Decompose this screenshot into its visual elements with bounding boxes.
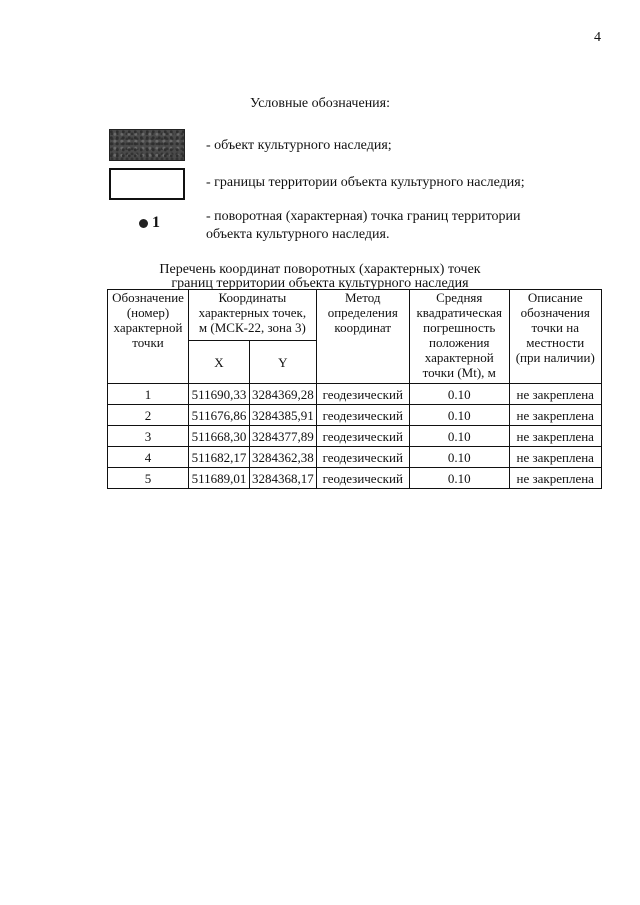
cell-y: 3284368,17	[250, 468, 317, 489]
heritage-object-swatch	[109, 129, 185, 161]
cell-x: 511668,30	[189, 426, 250, 447]
cell-description: не закреплена	[509, 426, 601, 447]
territory-border-swatch	[109, 168, 185, 200]
cell-number: 1	[108, 384, 189, 405]
cell-error: 0.10	[409, 384, 509, 405]
legend-title: Условные обозначения:	[249, 96, 391, 111]
cell-number: 3	[108, 426, 189, 447]
legend-text-object: - объект культурного наследия;	[206, 138, 392, 153]
legend-text-border: - границы территории объекта культурного наследия;	[206, 175, 525, 190]
cell-method: геодезический	[316, 468, 409, 489]
cell-x: 511682,17	[189, 447, 250, 468]
legend-text-point-line2: объекта культурного наследия.	[206, 227, 390, 242]
header-description: Описание обозначения точки на местности (при наличии)	[509, 290, 601, 384]
table-caption-line1: Перечень координат поворотных (характерных) точек	[159, 262, 481, 277]
legend-text-point-line1: - поворотная (характерная) точка границ территории	[206, 209, 521, 224]
cell-number: 2	[108, 405, 189, 426]
table-row	[108, 405, 602, 426]
table-row	[108, 426, 602, 447]
cell-description: не закреплена	[509, 384, 601, 405]
cell-y: 3284362,38	[250, 447, 317, 468]
cell-method: геодезический	[316, 447, 409, 468]
turning-point-swatch	[139, 214, 160, 232]
cell-error: 0.10	[409, 468, 509, 489]
cell-error: 0.10	[409, 405, 509, 426]
coordinates-table	[107, 289, 602, 489]
table-row	[108, 447, 602, 468]
cell-error: 0.10	[409, 426, 509, 447]
cell-y: 3284385,91	[250, 405, 317, 426]
cell-y: 3284369,28	[250, 384, 317, 405]
cell-y: 3284377,89	[250, 426, 317, 447]
cell-method: геодезический	[316, 426, 409, 447]
cell-description: не закреплена	[509, 468, 601, 489]
header-coordinates: Координаты характерных точек, м (МСК-22, зона 3)	[189, 290, 317, 341]
cell-x: 511676,86	[189, 405, 250, 426]
point-dot-icon	[139, 219, 148, 228]
header-method: Метод определения координат	[316, 290, 409, 384]
cell-number: 4	[108, 447, 189, 468]
cell-description: не закреплена	[509, 405, 601, 426]
cell-description: не закреплена	[509, 447, 601, 468]
cell-method: геодезический	[316, 384, 409, 405]
table-caption	[0, 263, 640, 291]
table-row	[108, 468, 602, 489]
cell-number: 5	[108, 468, 189, 489]
cell-error: 0.10	[409, 447, 509, 468]
header-x: X	[189, 341, 250, 384]
table-caption-line2: границ территории объекта культурного наследия	[171, 276, 469, 291]
cell-x: 511690,33	[189, 384, 250, 405]
point-number-sample: 1	[152, 214, 160, 231]
header-error: Средняя квадратическая погрешность положения характерной точки (Mt), м	[409, 290, 509, 384]
header-y: Y	[250, 341, 317, 384]
page-number: 4	[594, 30, 601, 45]
header-designation: Обозначение (номер) характерной точки	[108, 290, 189, 384]
table-row	[108, 384, 602, 405]
cell-x: 511689,01	[189, 468, 250, 489]
cell-method: геодезический	[316, 405, 409, 426]
